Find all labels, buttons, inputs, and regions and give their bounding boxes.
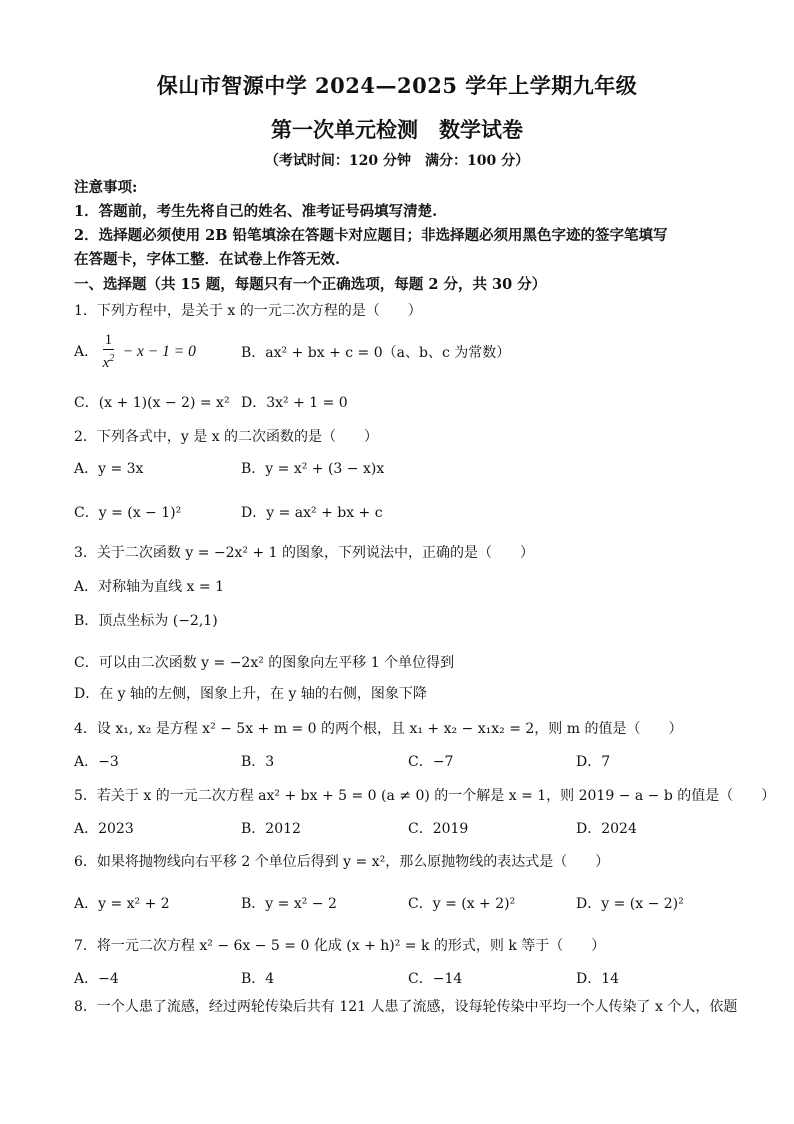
q6-option-a: A．y = x² + 2 xyxy=(74,896,170,912)
q4-option-d: D．7 xyxy=(576,754,611,770)
q2-stem: 2．下列各式中，y 是 x 的二次函数的是（ ） xyxy=(74,429,379,445)
notice-item-2: 2．选择题必须使用 2B 铅笔填涂在答题卡对应题目；非选择题必须用黑色字迹的签字笔填写 xyxy=(74,227,668,244)
q4-stem: 4．设 x₁, x₂ 是方程 x² − 5x + m = 0 的两个根，且 x₁ + x₂ − x₁x₂ = 2，则 m 的值是（ ） xyxy=(74,721,683,737)
q5-option-c: C．2019 xyxy=(408,821,469,837)
q7-option-c: C．−14 xyxy=(408,971,463,987)
q5-option-a: A．2023 xyxy=(74,821,134,837)
q6-option-d: D．y = (x − 2)² xyxy=(576,896,684,912)
q1-option-b: B．ax² + bx + c = 0（a、b、c 为常数） xyxy=(241,345,511,361)
q3-stem: 3．关于二次函数 y = −2x² + 1 的图象，下列说法中，正确的是（ ） xyxy=(74,545,535,561)
q2-option-b: B．y = x² + (3 − x)x xyxy=(241,461,385,477)
q3-option-a: A．对称轴为直线 x = 1 xyxy=(74,579,224,595)
q2-option-c: C．y = (x − 1)² xyxy=(74,505,182,521)
q8-stem: 8．一个人患了流感，经过两轮传染后共有 121 人患了流感，设每轮传染中平均一个人传染了 x 个人，依题 xyxy=(74,999,738,1015)
q6-stem: 6．如果将抛物线向右平移 2 个单位后得到 y = x²，那么原抛物线的表达式是（ ） xyxy=(74,854,610,870)
q7-option-a: A．−4 xyxy=(74,971,119,987)
q2-option-d: D．y = ax² + bx + c xyxy=(241,505,383,521)
q2-option-a: A．y = 3x xyxy=(74,461,144,477)
q1-option-d: D．3x² + 1 = 0 xyxy=(241,395,348,411)
notice-item-1: 1．答题前，考生先将自己的姓名、准考证号码填写清楚. xyxy=(74,203,438,220)
exam-title: 保山市智源中学 2024—2025 学年上学期九年级 xyxy=(156,73,638,98)
q1-fraction: $\frac{1}{x^2}$ xyxy=(102,332,115,371)
q5-option-b: B．2012 xyxy=(241,821,301,837)
q6-option-b: B．y = x² − 2 xyxy=(241,896,337,912)
q7-stem: 7．将一元二次方程 x² − 6x − 5 = 0 化成 (x + h)² = k 的形式，则 k 等于（ ） xyxy=(74,938,606,954)
q3-option-b: B．顶点坐标为 (−2,1) xyxy=(74,613,218,629)
q7-option-d: D．14 xyxy=(576,971,620,987)
q1-stem: 1．下列方程中，是关于 x 的一元二次方程的是（ ） xyxy=(74,303,422,319)
exam-subtitle: 第一次单元检测 数学试卷 xyxy=(271,117,523,142)
section-heading: 一、选择题（共 15 题，每题只有一个正确选项，每题 2 分，共 30 分） xyxy=(74,276,547,293)
q5-stem: 5．若关于 x 的一元二次方程 ax² + bx + 5 = 0 (a ≠ 0) 的一个解是 x = 1，则 2019 − a − b 的值是（ ） xyxy=(74,788,776,804)
q4-option-c: C．−7 xyxy=(408,754,454,770)
q3-option-c: C．可以由二次函数 y = −2x² 的图象向左平移 1 个单位得到 xyxy=(74,655,455,671)
notice-item-2-cont: 在答题卡，字体工整．在试卷上作答无效. xyxy=(74,251,341,268)
q4-option-a: A．−3 xyxy=(74,754,119,770)
q7-option-b: B．4 xyxy=(241,971,275,987)
q3-option-d: D．在 y 轴的左侧，图象上升，在 y 轴的右侧，图象下降 xyxy=(74,686,427,702)
exam-info: （考试时间：120 分钟 满分：100 分） xyxy=(264,153,530,169)
q1-option-c: C．(x + 1)(x − 2) = x² xyxy=(74,395,230,411)
q1-option-a: A． $\frac{1}{x^2}$ − x − 1 = 0 xyxy=(74,332,196,371)
q5-option-d: D．2024 xyxy=(576,821,637,837)
notice-heading: 注意事项: xyxy=(74,179,138,196)
q6-option-c: C．y = (x + 2)² xyxy=(408,896,516,912)
q4-option-b: B．3 xyxy=(241,754,275,770)
